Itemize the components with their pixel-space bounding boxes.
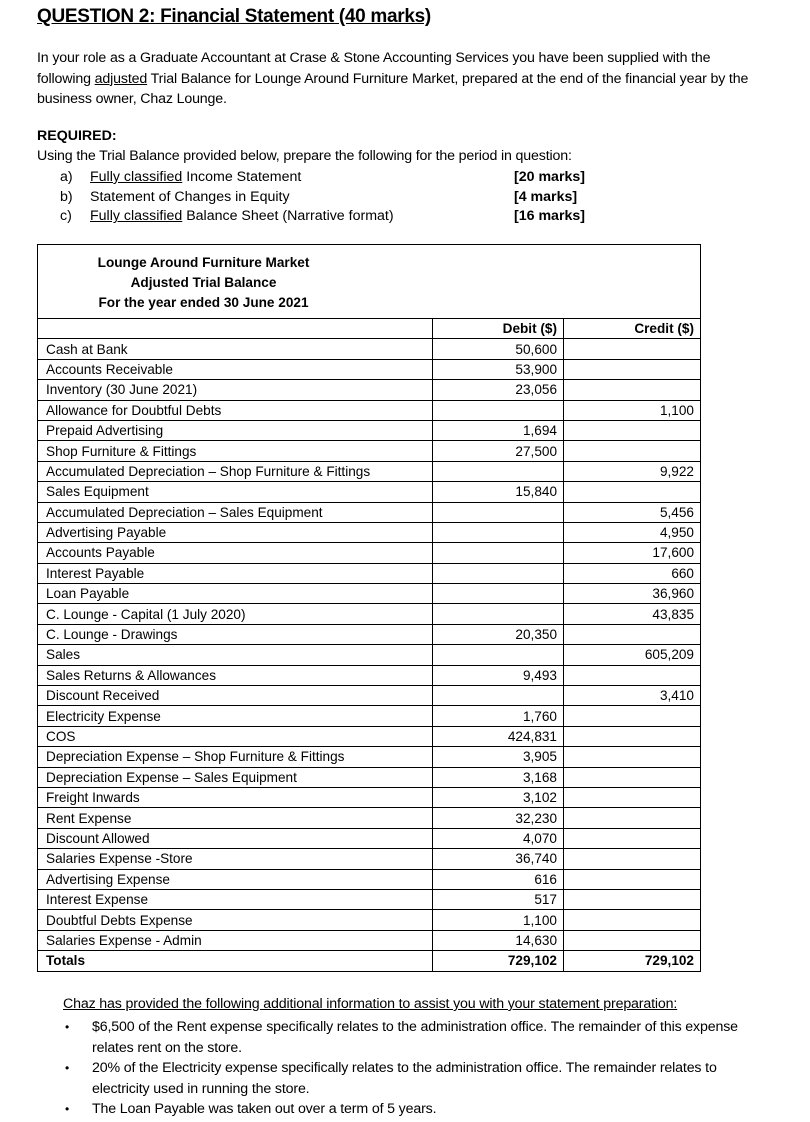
account-cell: Electricity Expense [38,706,433,726]
account-cell: Discount Received [38,686,433,706]
debit-cell: 20,350 [433,624,564,644]
table-row [38,930,701,950]
info-bullet [63,1099,773,1120]
debit-cell [433,461,564,481]
credit-cell: 36,960 [564,584,701,604]
credit-cell [564,359,701,379]
intro-text-2: Trial Balance for Lounge Around Furniture Market, prepared at the end of the financial year by the business owner, Chaz Lounge. [37,70,749,107]
debit-cell: 3,905 [433,747,564,767]
item-underlined: Fully classified [90,168,183,185]
account-cell: Freight Inwards [38,787,433,807]
account-cell: Depreciation Expense – Sales Equipment [38,767,433,787]
table-row [38,604,701,624]
additional-info-list [63,1017,773,1120]
account-cell: Accumulated Depreciation – Shop Furniture & Fittings [38,461,433,481]
account-cell: Rent Expense [38,808,433,828]
table-row [38,502,701,522]
info-bullet [63,1058,773,1099]
account-cell: Accumulated Depreciation – Sales Equipment [38,502,433,522]
totals-credit: 729,102 [564,951,701,971]
item-marks: [20 marks] [514,168,585,185]
credit-cell [564,339,701,359]
required-item-b [60,187,620,207]
debit-cell [433,563,564,583]
table-row [38,624,701,644]
credit-cell: 3,410 [564,686,701,706]
intro-paragraph [37,48,767,110]
debit-cell: 4,070 [433,828,564,848]
table-row [38,563,701,583]
debit-cell: 3,168 [433,767,564,787]
table-row [38,747,701,767]
credit-cell [564,747,701,767]
debit-cell: 27,500 [433,441,564,461]
required-prompt: Using the Trial Balance provided below, prepare the following for the period in question: [37,148,572,164]
debit-cell: 3,102 [433,787,564,807]
table-row [38,461,701,481]
debit-cell: 1,100 [433,910,564,930]
credit-cell [564,482,701,502]
credit-cell: 4,950 [564,522,701,542]
debit-cell [433,686,564,706]
required-heading: REQUIRED: [37,128,117,144]
item-rest: Statement of Changes in Equity [90,188,290,205]
credit-cell: 660 [564,563,701,583]
account-cell: Sales [38,645,433,665]
totals-row [38,951,701,971]
info-bullet [63,1017,773,1058]
credit-cell: 605,209 [564,645,701,665]
item-marks: [16 marks] [514,208,585,225]
credit-cell [564,420,701,440]
credit-cell: 43,835 [564,604,701,624]
credit-cell [564,889,701,909]
debit-cell [433,584,564,604]
account-cell: C. Lounge - Capital (1 July 2020) [38,604,433,624]
debit-cell: 616 [433,869,564,889]
totals-label: Totals [38,951,433,971]
account-cell: Cash at Bank [38,339,433,359]
intro-text-1: In your role as a Graduate Accountant at Crase & Stone Accounting Services you have been supplied with the following [37,50,711,87]
debit-cell [433,543,564,563]
credit-cell [564,930,701,950]
account-cell: Loan Payable [38,584,433,604]
table-row [38,380,701,400]
bullet-text: The Loan Payable was taken out over a term of 5 years. [92,1101,437,1117]
credit-cell [564,910,701,930]
account-cell: Interest Expense [38,889,433,909]
table-row [38,686,701,706]
debit-cell [433,604,564,624]
table-row [38,522,701,542]
debit-cell: 32,230 [433,808,564,828]
table-row [38,420,701,440]
debit-cell: 36,740 [433,849,564,869]
credit-cell [564,441,701,461]
account-column-header [38,319,433,339]
column-header-row [38,319,701,339]
table-row [38,889,701,909]
debit-cell: 50,600 [433,339,564,359]
item-rest: Balance Sheet (Narrative format) [182,208,394,225]
account-cell: Inventory (30 June 2021) [38,380,433,400]
account-cell: Salaries Expense -Store [38,849,433,869]
table-row [38,869,701,889]
bullet-icon: • [65,1061,70,1075]
table-row [38,787,701,807]
account-cell: Accounts Payable [38,543,433,563]
account-cell: Discount Allowed [38,828,433,848]
table-row [38,359,701,379]
item-text [90,189,514,205]
table-row [38,482,701,502]
credit-cell [564,380,701,400]
bullet-text: $6,500 of the Rent expense specifically relates to the administration office. The remainder of this expense relates rent on the store. [92,1019,738,1056]
table-row [38,584,701,604]
bullet-icon: • [65,1102,70,1116]
debit-cell [433,522,564,542]
debit-cell: 15,840 [433,482,564,502]
credit-cell: 9,922 [564,461,701,481]
credit-cell [564,828,701,848]
credit-cell [564,849,701,869]
required-list [60,167,620,226]
debit-cell: 1,760 [433,706,564,726]
intro-underlined-word: adjusted [94,70,148,87]
item-underlined: Fully classified [90,208,183,225]
account-cell: Advertising Payable [38,522,433,542]
credit-cell [564,665,701,685]
table-row [38,808,701,828]
item-text [90,169,514,185]
table-row [38,726,701,746]
required-item-c [60,207,620,227]
credit-cell [564,624,701,644]
statement-title: Adjusted Trial Balance [130,275,277,290]
item-text [90,208,514,224]
debit-cell [433,400,564,420]
additional-info [63,996,773,1120]
table-row [38,339,701,359]
table-row [38,441,701,461]
account-cell: Prepaid Advertising [38,420,433,440]
credit-cell: 5,456 [564,502,701,522]
table-row [38,665,701,685]
table-row [38,849,701,869]
debit-cell: 9,493 [433,665,564,685]
table-row [38,706,701,726]
debit-cell: 53,900 [433,359,564,379]
account-cell: COS [38,726,433,746]
question-title: QUESTION 2: Financial Statement (40 marks) [37,6,431,27]
item-rest: Income Statement [182,168,302,185]
account-cell: Advertising Expense [38,869,433,889]
debit-cell [433,502,564,522]
credit-cell [564,706,701,726]
item-letter: a) [60,168,73,185]
account-cell: Doubtful Debts Expense [38,910,433,930]
company-name: Lounge Around Furniture Market [97,255,310,270]
bullet-text: 20% of the Electricity expense specifically relates to the administration office. The remainder relates to electricity used in running the store. [92,1060,717,1097]
totals-debit: 729,102 [433,951,564,971]
item-letter: b) [60,188,73,205]
debit-cell: 14,630 [433,930,564,950]
debit-column-header: Debit ($) [433,319,564,339]
required-item-a [60,167,620,187]
credit-column-header: Credit ($) [564,319,701,339]
table-row [38,910,701,930]
table-row [38,828,701,848]
account-cell: Sales Returns & Allowances [38,665,433,685]
trial-balance-table [37,244,701,972]
bullet-icon: • [65,1020,70,1034]
credit-cell [564,808,701,828]
item-marks: [4 marks] [514,188,578,205]
table-title-cell [38,245,701,319]
table-header [38,245,701,319]
credit-cell [564,869,701,889]
account-cell: Shop Furniture & Fittings [38,441,433,461]
account-cell: Sales Equipment [38,482,433,502]
table-row [38,645,701,665]
account-cell: Interest Payable [38,563,433,583]
debit-cell [433,645,564,665]
debit-cell: 517 [433,889,564,909]
table-row [38,543,701,563]
account-cell: Depreciation Expense – Shop Furniture & Fittings [38,747,433,767]
table-row [38,400,701,420]
item-letter: c) [60,208,72,225]
credit-cell [564,767,701,787]
credit-cell: 1,100 [564,400,701,420]
account-cell: C. Lounge - Drawings [38,624,433,644]
account-cell: Accounts Receivable [38,359,433,379]
credit-cell [564,787,701,807]
account-cell: Salaries Expense - Admin [38,930,433,950]
debit-cell: 424,831 [433,726,564,746]
debit-cell: 1,694 [433,420,564,440]
debit-cell: 23,056 [433,380,564,400]
credit-cell: 17,600 [564,543,701,563]
statement-period: For the year ended 30 June 2021 [98,295,309,310]
additional-info-heading: Chaz has provided the following additional information to assist you with your statement preparation: [63,996,678,1012]
credit-cell [564,726,701,746]
table-row [38,767,701,787]
account-cell: Allowance for Doubtful Debts [38,400,433,420]
